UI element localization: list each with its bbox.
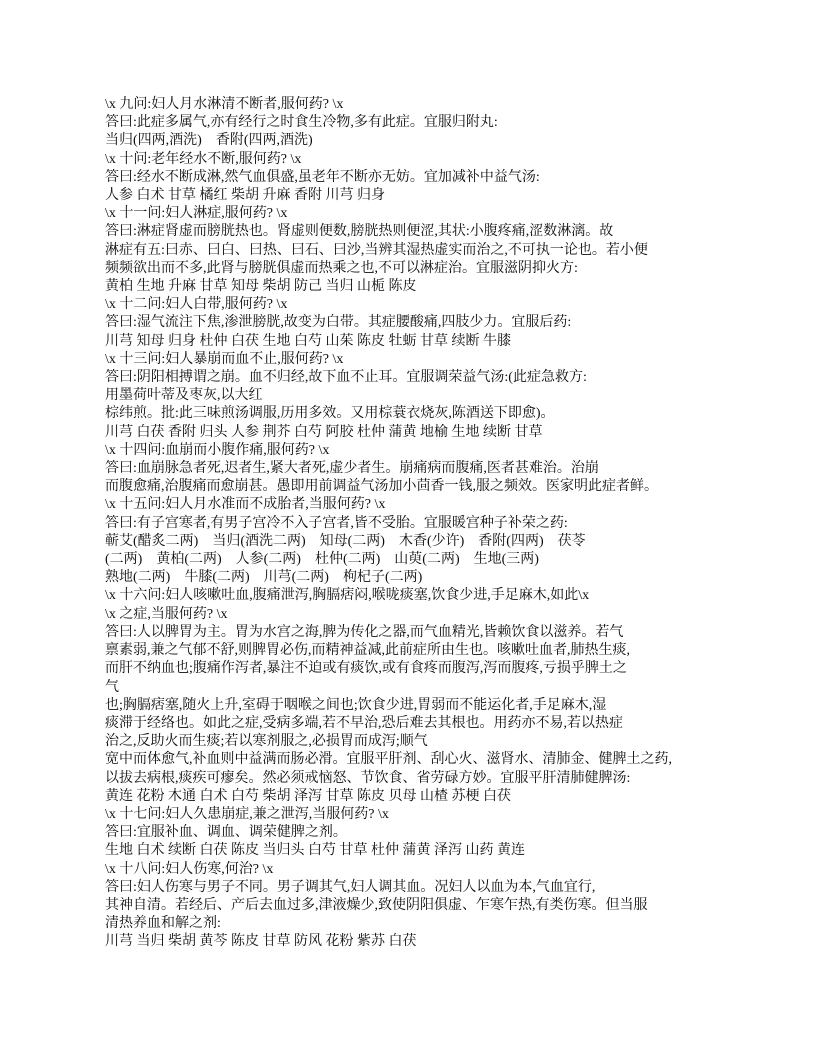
text-line: 气	[105, 679, 119, 695]
text-line: 清热养血和解之剂:	[105, 916, 221, 932]
text-line: 熟地(二两) 牛膝(二两) 川芎(二两) 枸杞子(二两)	[105, 570, 423, 586]
text-line: 人参 白术 甘草 橘红 柴胡 升麻 香附 川芎 归身	[105, 188, 385, 204]
text-line: \x 十三问:妇人暴崩而血不止,服何药? \x	[105, 351, 344, 367]
text-line: \x 十一问:妇人淋症,服何药? \x	[105, 206, 288, 222]
text-line: 也;胸膈痞塞,随火上升,室碍于咽喉之间也;饮食少进,胃弱而不能运化者,手足麻木,湿	[105, 697, 607, 713]
text-line: \x 十七问:妇人久患崩症,兼之泄泻,当服何药? \x	[105, 806, 389, 822]
text-line: 而腹愈痛,治腹痛而愈崩甚。愚即用前调益气汤加小茴香一钱,服之频效。医家明此症者鲜。	[105, 479, 658, 495]
text-line: \x 九问:妇人月水淋清不断者,服何药? \x	[105, 97, 344, 112]
text-line: 答曰:人以脾胃为主。胃为水宫之海,脾为传化之器,而气血精光,皆赖饮食以滋养。若气	[105, 624, 624, 640]
text-line: 痰滞于经络也。如此之症,受病多端,若不早治,恐后难去其根也。用药亦不易,若以热症	[105, 715, 623, 731]
text-line: 禀素弱,兼之气郁不舒,则脾胃必伤,而精神益减,此前症所由生也。咳嗽吐血者,肺热生痰,	[105, 643, 630, 659]
text-line: 川芎 知母 归身 杜仲 白茯 生地 白芍 山茱 陈皮 牡蛎 甘草 续断 牛膝	[105, 333, 511, 349]
text-line: 答曰:阴阳相搏谓之崩。血不归经,故下血不止耳。宜服调荣益气汤:(此症急救方:	[105, 370, 587, 386]
text-line: 答曰:妇人伤寒与男子不同。男子调其气,妇人调其血。况妇人以血为本,气血宜行,	[105, 879, 596, 895]
text-line: \x 十八问:妇人伤寒,何治? \x	[105, 861, 274, 877]
text-line: 宽中而体愈气,补血则中益满而肠必滑。宜服平肝剂、刮心火、滋肾水、清肺金、健脾土之药,	[105, 752, 672, 768]
text-line: \x 十二问:妇人白带,服何药? \x	[105, 297, 288, 313]
text-line: 蕲艾(醋炙二两) 当归(酒洗二两) 知母(二两) 木香(少许) 香附(四两) 茯苓	[105, 533, 586, 549]
text-line: 答曰:淋症肾虚而膀胱热也。肾虚则便数,膀胱热则便涩,其状:小腹疼痛,涩数淋漓。故	[105, 224, 614, 240]
text-line: \x 十四问:血崩而小腹作痛,服何药? \x	[105, 442, 330, 458]
text-line: 川芎 白茯 香附 归头 人参 荆芥 白芍 阿胶 杜仲 蒲黄 地榆 生地 续断 甘草	[105, 424, 543, 440]
text-line: 频频欲出而不多,此肾与膀胱俱虚而热乘之也,不可以淋症治。宜服滋阴抑火方:	[105, 260, 578, 276]
text-line: 答曰:血崩脉急者死,迟者生,紧大者死,虚少者生。崩痛病而腹痛,医者甚难治。治崩	[105, 461, 599, 477]
text-line: \x 十六问:妇人咳嗽吐血,腹痛泄泻,胸膈痞闷,喉咙痰塞,饮食少进,手足麻木,如此\x	[105, 588, 590, 604]
text-line: 答曰:此症多属气,亦有经行之时食生冷物,多有此症。宜服归附丸:	[105, 115, 498, 131]
text-line: \x 之症,当服何药? \x	[105, 606, 228, 622]
text-line: 答曰:有子宫寒者,有男子宫冷不入子宫者,皆不受胎。宜服暖宫种子补荣之药:	[105, 515, 568, 531]
text-line: 治之,反助火而生痰;若以寒剂服之,必损胃而成泻;顺气	[105, 734, 428, 750]
text-line: 川芎 当归 柴胡 黄芩 陈皮 甘草 防风 花粉 紫苏 白茯	[105, 934, 417, 950]
text-line: 黄连 花粉 木通 白术 白芍 柴胡 泽泻 甘草 陈皮 贝母 山楂 苏梗 白茯	[105, 788, 511, 804]
text-line: \x 十问:老年经水不断,服何药? \x	[105, 151, 302, 167]
text-line: 生地 白术 续断 白茯 陈皮 当归头 白芍 甘草 杜仲 蒲黄 泽泻 山药 黄连	[105, 843, 525, 859]
text-line: (二两) 黄柏(二两) 人参(二两) 杜仲(二两) 山萸(二两) 生地(三两)	[105, 552, 539, 568]
text-line: 黄柏 生地 升麻 甘草 知母 柴胡 防己 当归 山栀 陈皮	[105, 279, 417, 295]
text-line: 淋症有五:曰赤、曰白、曰热、曰石、曰沙,当辨其湿热虚实而治之,不可执一论也。若小便	[105, 242, 648, 258]
document-text	[105, 96, 735, 952]
text-line: 以拔去病根,痰疾可瘳矣。然必须戒恼怒、节饮食、省劳碌方妙。宜服平肝清肺健脾汤:	[105, 770, 631, 786]
text-line: 当归(四两,酒洗) 香附(四两,酒洗)	[105, 133, 313, 149]
text-line: 答曰:经水不断成淋,然气血俱盛,虽老年不断亦无妨。宜加减补中益气汤:	[105, 169, 540, 185]
text-line: 答曰:湿气流注下焦,渗泄膀胱,故变为白带。其症腰酸痛,四肢少力。宜服后药:	[105, 315, 572, 331]
text-line: 用墨荷叶蒂及枣灰,以大红	[105, 388, 263, 404]
text-line: 其神自清。若经后、产后去血过多,津液燥少,致使阴阳俱虚、乍寒乍热,有类伤寒。但当服	[105, 897, 648, 913]
text-line: 答曰:宜服补血、调血、调荣健脾之剂。	[105, 825, 347, 841]
text-line: 而肝不纳血也;腹痛作泻者,暴注不迫或有痰饮,或有食疼而腹泻,泻而腹疼,亏损乎脾土之	[105, 661, 627, 677]
text-line: 棕纬煎。批:此三味煎汤调服,历用多效。又用棕蓑衣烧灰,陈酒送下即愈)。	[105, 406, 555, 422]
text-line: \x 十五问:妇人月水准而不成胎者,当服何药? \x	[105, 497, 386, 513]
